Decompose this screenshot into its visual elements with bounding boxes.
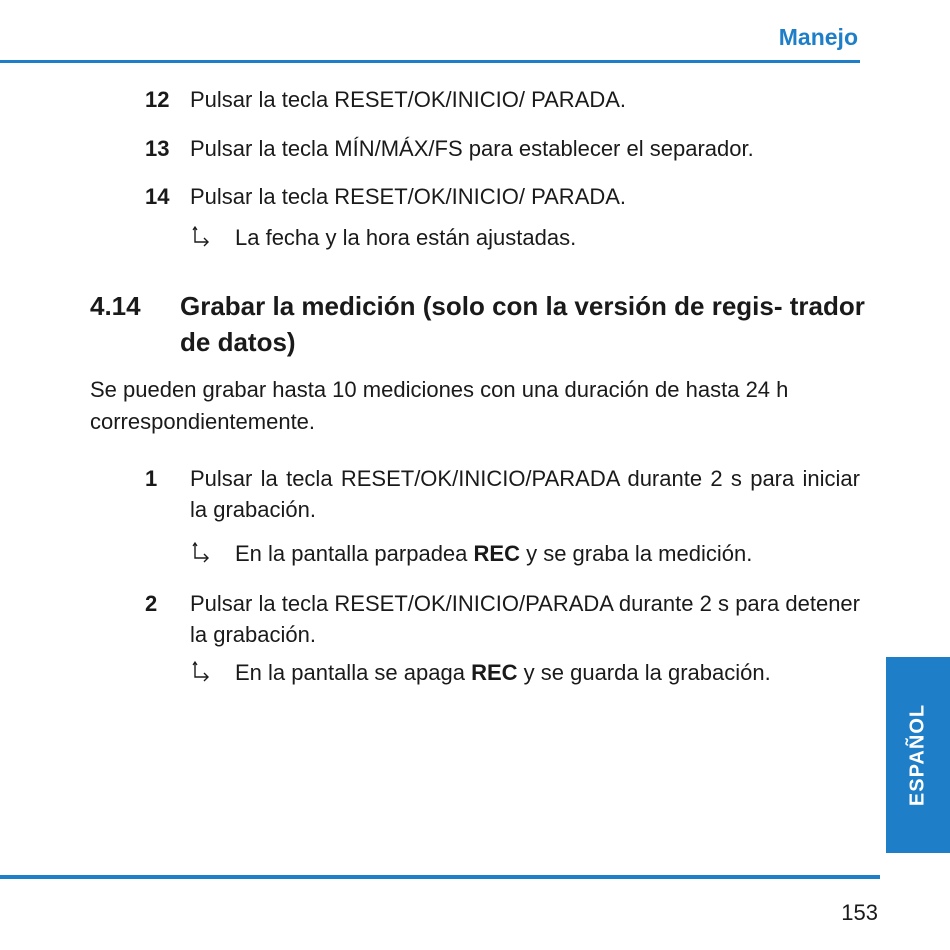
section-title: Grabar la medición (solo con la versión de regis- trador de datos)	[180, 291, 865, 357]
step-text: Pulsar la tecla RESET/OK/INICIO/ PARADA.	[190, 184, 627, 209]
header-title: Manejo	[778, 24, 858, 50]
result-text: La fecha y la hora están ajustadas.	[235, 225, 577, 250]
header-rule	[0, 60, 860, 63]
rec-label: REC	[471, 660, 518, 685]
result-arrow-icon	[190, 657, 214, 688]
result-text: En la pantalla se apaga REC y se guarda la grabación.	[235, 660, 771, 685]
result-arrow-icon	[190, 222, 214, 253]
intro-paragraph: Se pueden grabar hasta 10 mediciones con una duración de hasta 24 h correspondientemente.	[90, 377, 789, 434]
step-text: Pulsar la tecla MÍN/MÁX/FS para establecer el separador.	[190, 136, 754, 161]
step-number: 1	[145, 466, 158, 491]
step-text: Pulsar la tecla RESET/OK/INICIO/PARADA durante 2 s para detener la grabación.	[190, 591, 860, 647]
footer-rule	[0, 875, 880, 879]
step-number: 14	[145, 184, 170, 209]
language-tab-label: ESPAÑOL	[906, 703, 929, 807]
rec-label: REC	[473, 541, 520, 566]
result-text: En la pantalla parpadea REC y se graba la medición.	[235, 541, 753, 566]
page-number: 153	[841, 900, 878, 925]
section-number: 4.14	[90, 291, 141, 321]
step-number: 12	[145, 87, 170, 112]
step-text: Pulsar la tecla RESET/OK/INICIO/PARADA durante 2 s para iniciar la grabación.	[190, 466, 860, 522]
step-number: 2	[145, 591, 158, 616]
language-tab	[886, 657, 950, 853]
step-number: 13	[145, 136, 170, 161]
step-text: Pulsar la tecla RESET/OK/INICIO/ PARADA.	[190, 87, 627, 112]
result-arrow-icon	[190, 538, 214, 569]
